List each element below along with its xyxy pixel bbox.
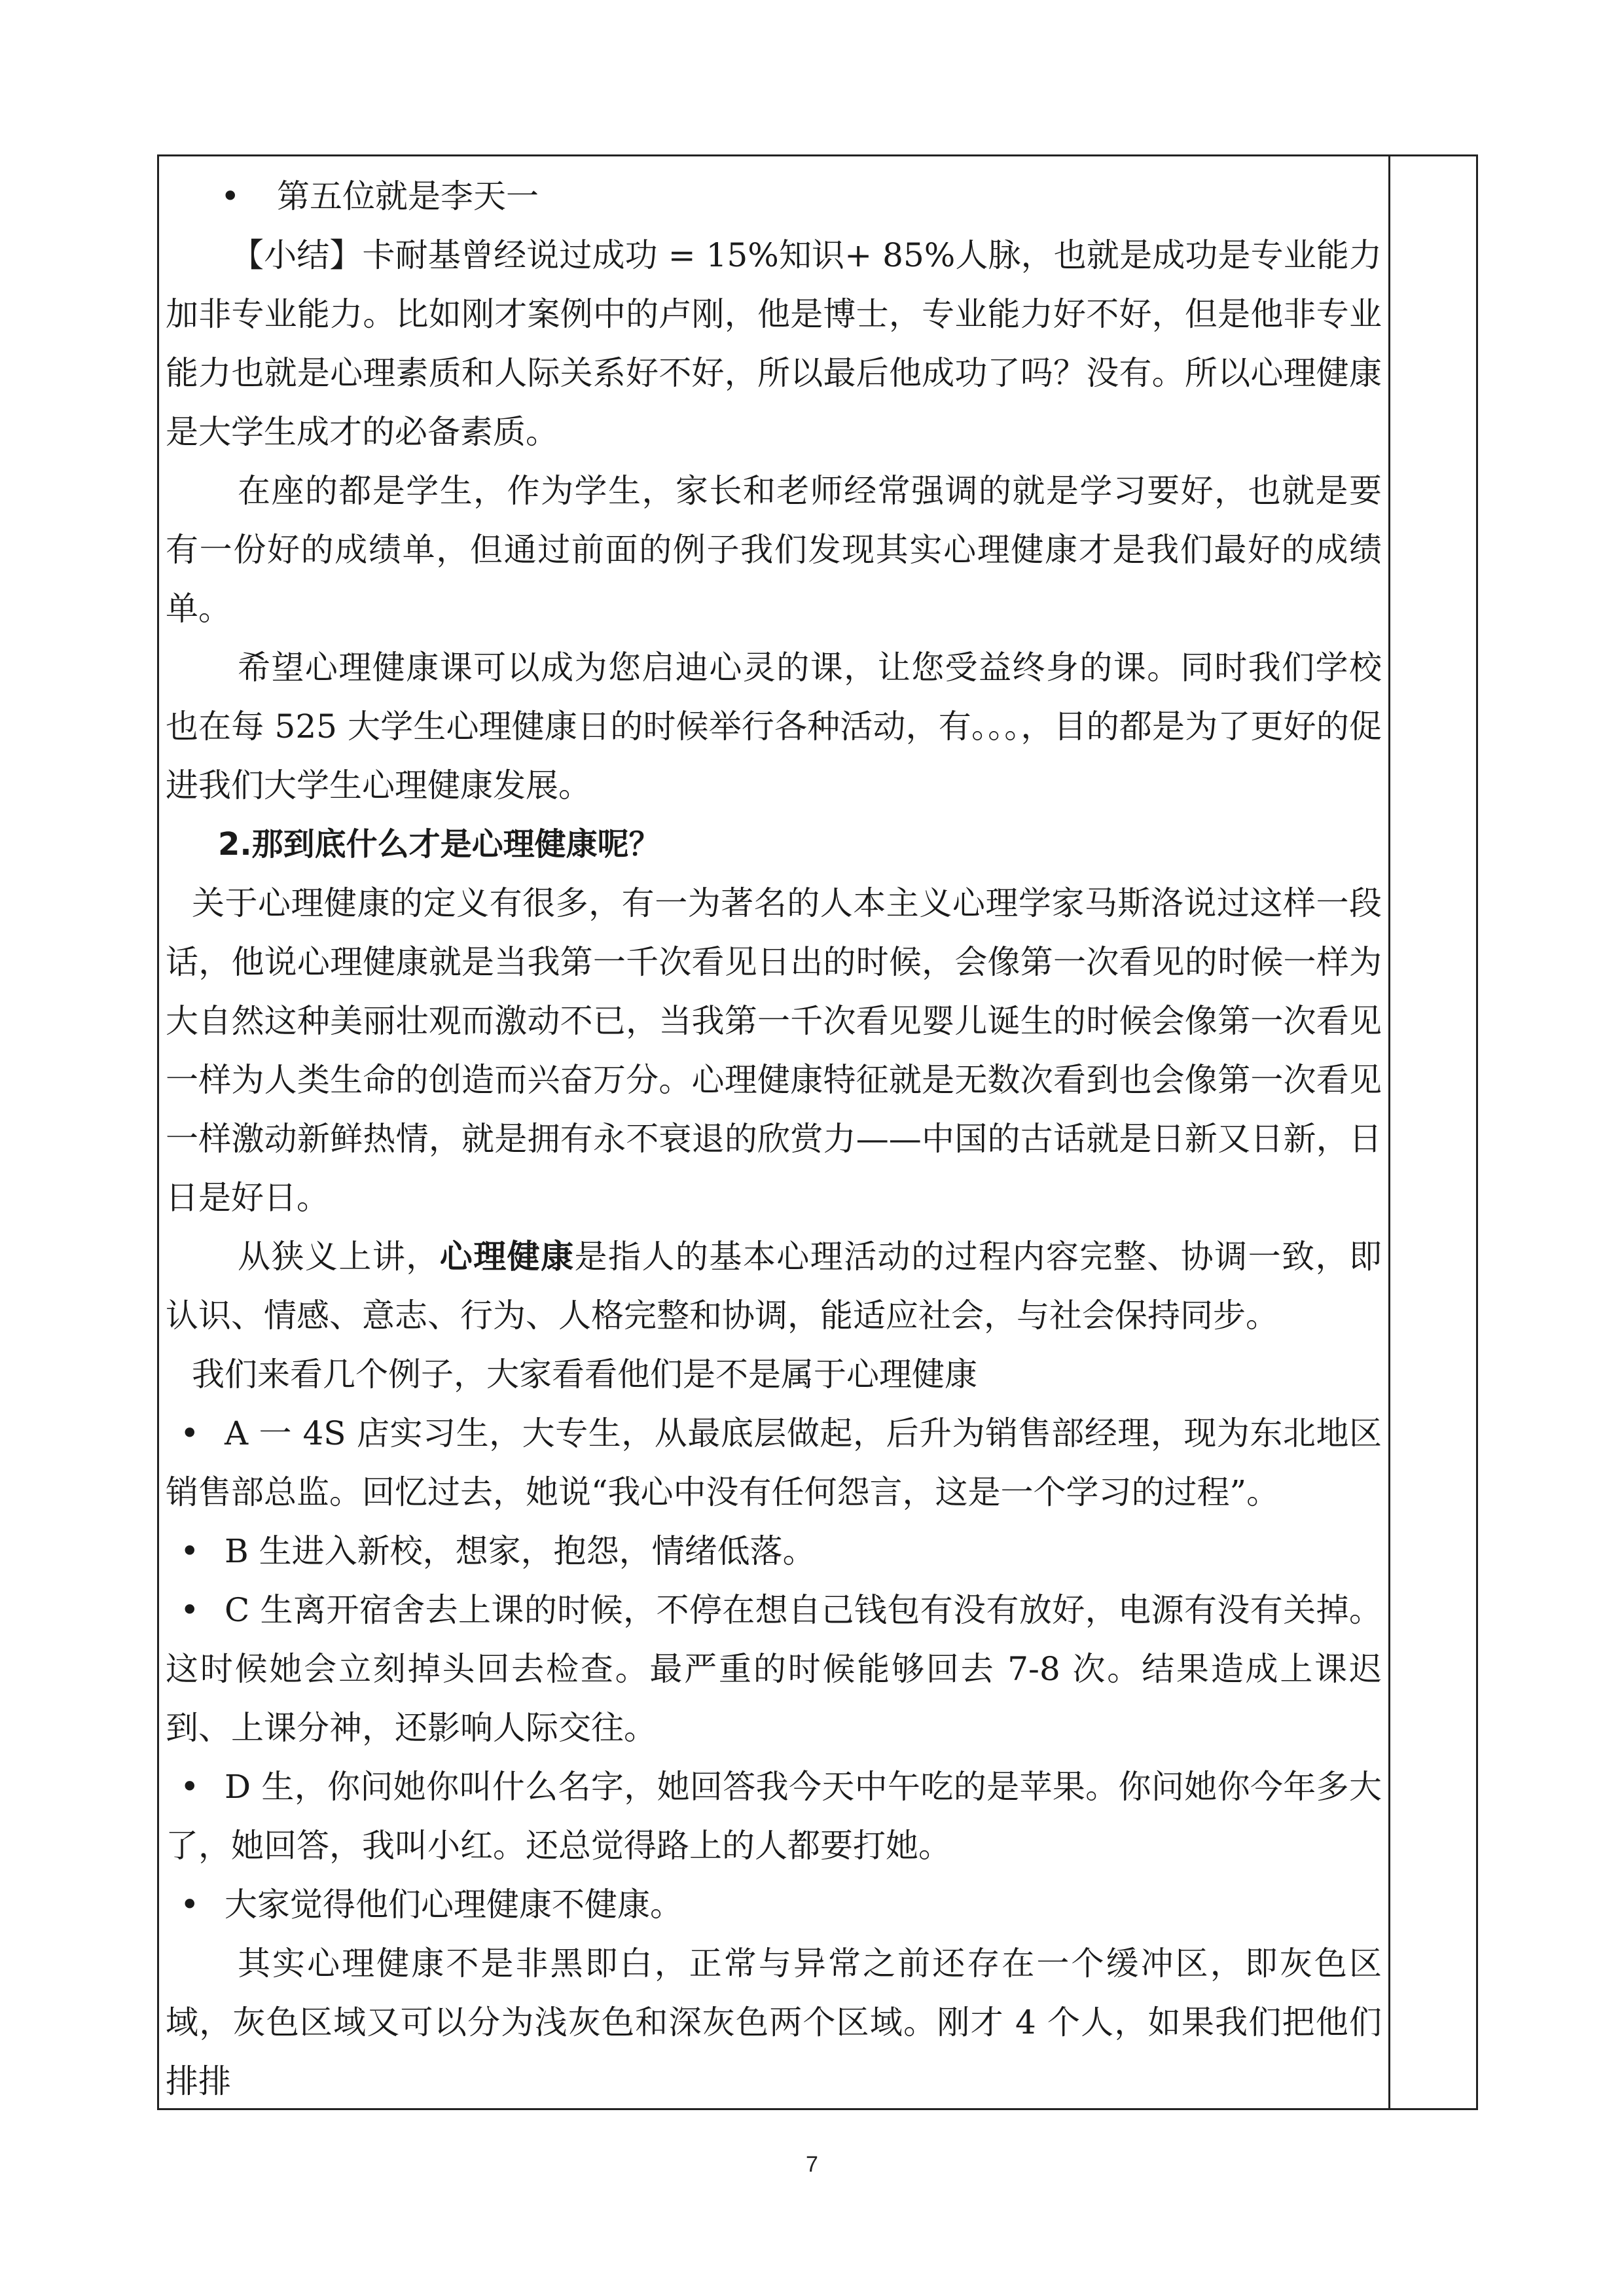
bullet-example-d: [166, 1757, 1382, 1875]
bullet-text: 第五位就是李天一: [277, 177, 539, 215]
paragraph-maslow: 关于心理健康的定义有很多，有一为著名的人本主义心理学家马斯洛说过这样一段话，他说心理健康就是当我第一千次看见日出的时候，会像第一次看见的时候一样为大自然这种美丽壮观而激动不已，当我第一千次看见婴儿诞生的时候会像第一次看见一样为人类生命的创造而兴奋万分。心理健康特征就是无数次看到也会像第一次看见一样激动新鲜热情，就是拥有永不衰退的欣赏力——中国的古话就是日新又日新，日日是好日。: [166, 884, 1382, 1217]
bullet-symbol: •: [180, 1532, 200, 1570]
bullet-text: C 生离开宿舍去上课的时候，不停在想自己钱包有没有放好，电源有没有关掉。这时候她会立刻掉头回去检查。最严重的时候能够回去 7-8 次。结果造成上课迟到、上课分神，还影响人际交往。: [166, 1591, 1382, 1747]
bullet-symbol: •: [221, 177, 240, 215]
bullet-example-a: [166, 1404, 1382, 1522]
bullet-text: A 一 4S 店实习生，大专生，从最底层做起，后升为销售部经理，现为东北地区销售部总监。回忆过去，她说“我心中没有任何怨言，这是一个学习的过程”。: [166, 1414, 1382, 1511]
definition-body: 是指人的基本心理活动的过程内容完整、协调一致，即认识、情感、意志、行为、人格完整和协调，能适应社会，与社会保持同步。: [166, 1238, 1382, 1335]
paragraph-definition: [166, 1227, 1382, 1345]
bullet-symbol: •: [180, 1768, 200, 1806]
lesson-table: [157, 154, 1478, 2110]
bullet-symbol: •: [180, 1591, 200, 1629]
paragraph-report-card: 在座的都是学生，作为学生，家长和老师经常强调的就是学习要好，也就是要有一份好的成绩单，但通过前面的例子我们发现其实心理健康才是我们最好的成绩单。: [166, 472, 1382, 628]
bullet-question: [166, 1875, 1382, 1934]
definition-prefix: 从狭义上讲，: [238, 1238, 440, 1276]
bullet-text: 大家觉得他们心理健康不健康。: [225, 1886, 683, 1924]
page-number: 7: [806, 2152, 818, 2177]
paragraph-gray-zone: 其实心理健康不是非黑即白，正常与异常之前还存在一个缓冲区，即灰色区域，灰色区域又可以分为浅灰色和深灰色两个区域。刚才 4 个人，如果我们把他们排排: [166, 1945, 1382, 2100]
paragraph-course-hope: 希望心理健康课可以成为您启迪心灵的课，让您受益终身的课。同时我们学校也在每 525 大学生心理健康日的时候举行各种活动，有。。。，目的都是为了更好的促进我们大学生心理健康发展。: [166, 649, 1382, 804]
paragraph-examples-intro: 我们来看几个例子，大家看看他们是不是属于心理健康: [192, 1355, 977, 1393]
column-divider: [1388, 156, 1390, 2108]
bullet-text: B 生进入新校，想家，抱怨，情绪低落。: [225, 1532, 816, 1570]
bullet-example-b: [166, 1522, 1382, 1581]
bullet-symbol: •: [180, 1886, 200, 1924]
bullet-example-c: [166, 1581, 1382, 1757]
bullet-symbol: •: [180, 1414, 200, 1452]
summary-paragraph: 【小结】卡耐基曾经说过成功 = 15%知识+ 85%人脉，也就是成功是专业能力加非专业能力。比如刚才案例中的卢刚，他是博士，专业能力好不好，但是他非专业能力也就是心理素质和人际关系好不好，所以最后他成功了吗？没有。所以心理健康是大学生成才的必备素质。: [166, 236, 1382, 451]
definition-term: 心理健康: [439, 1238, 575, 1276]
lesson-content: [166, 167, 1382, 2111]
bullet-text: D 生，你问她你叫什么名字，她回答我今天中午吃的是苹果。你问她你今年多大了，她回答，我叫小红。还总觉得路上的人都要打她。: [166, 1768, 1382, 1865]
section-heading: 2.那到底什么才是心理健康呢？: [218, 826, 660, 863]
bullet-fifth-place: [166, 167, 1382, 226]
